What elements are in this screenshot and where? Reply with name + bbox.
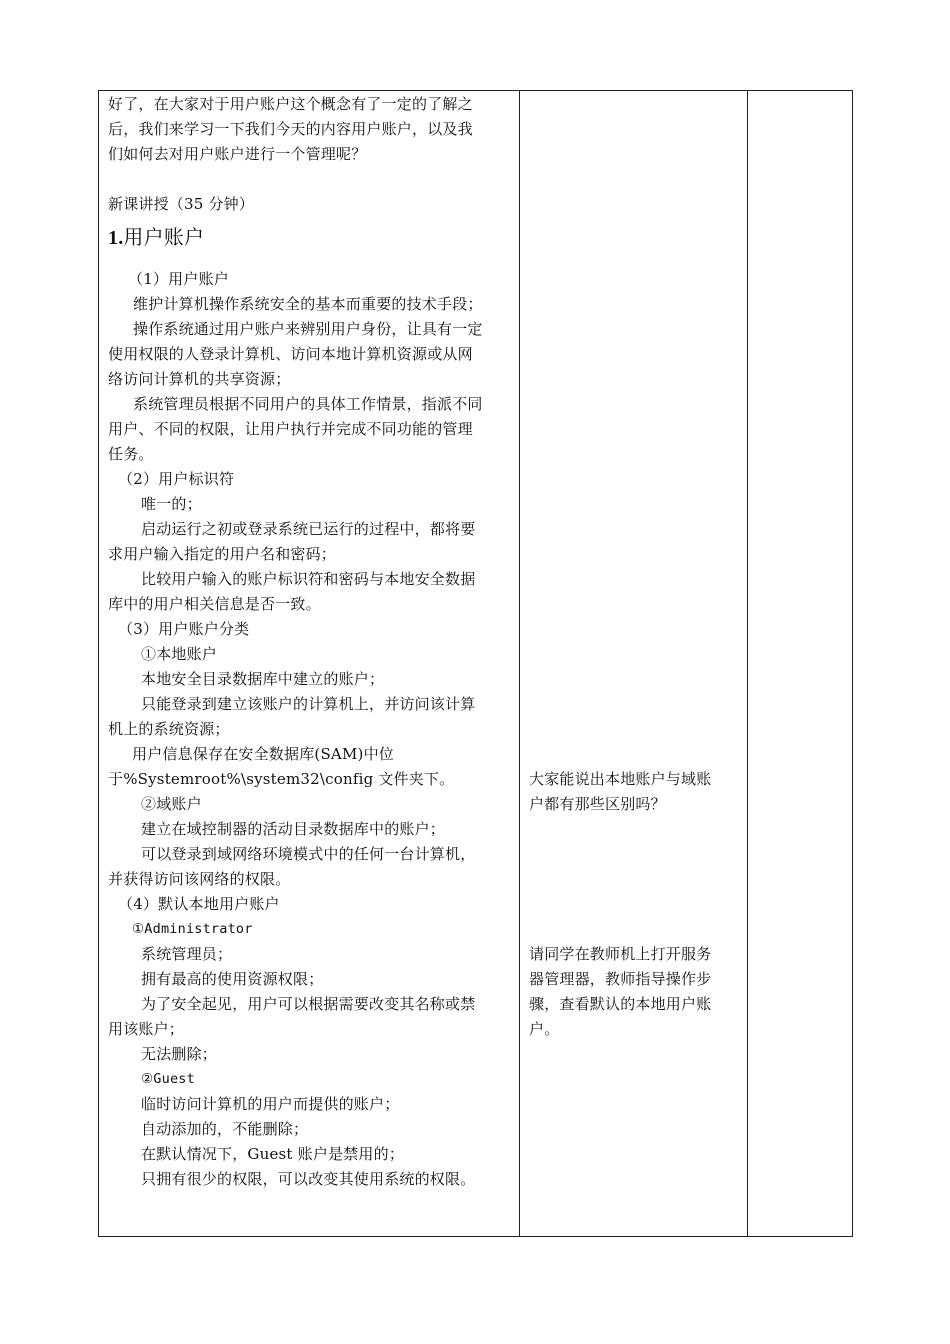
content-line: 可以登录到域网络环境模式中的任何一台计算机，: [141, 845, 476, 863]
content-line: 本地安全目录数据库中建立的账户；: [141, 670, 385, 688]
content-line: 求用户输入指定的用户名和密码；: [108, 545, 337, 563]
content-line: 用户信息保存在安全数据库(SAM)中位: [132, 745, 394, 763]
content-line: 为了安全起见，用户可以根据需要改变其名称或禁: [141, 995, 476, 1013]
item-title: ②域账户: [141, 795, 202, 813]
question-line: 户都有那些区别吗？: [529, 795, 666, 813]
subsection-title: （3）用户账户分类: [118, 620, 250, 638]
column-divider: [747, 91, 748, 1236]
content-line: 操作系统通过用户账户来辨别用户身份，让具有一定: [133, 320, 483, 338]
subsection-title: （2）用户标识符: [118, 470, 235, 488]
content-line: 拥有最高的使用资源权限；: [141, 970, 324, 988]
content-line: 只拥有很少的权限，可以改变其使用系统的权限。: [141, 1170, 476, 1188]
content-line: 库中的用户相关信息是否一致。: [108, 595, 321, 613]
new-lesson-label: 新课讲授（35 分钟）: [108, 195, 255, 213]
intro-line: 们如何去对用户账户进行一个管理呢？: [108, 145, 367, 163]
content-line: 自动添加的，不能删除；: [141, 1120, 309, 1138]
question-line: 大家能说出本地账户与域账: [529, 770, 712, 788]
content-line: 用该账户；: [108, 1020, 185, 1038]
content-line: 系统管理员；: [141, 945, 233, 963]
content-line: 无法删除；: [141, 1045, 218, 1063]
lesson-plan-table: [98, 90, 853, 1237]
content-line: 启动运行之初或登录系统已运行的过程中，都将要: [141, 520, 476, 538]
activity-line: 器管理器，教师指导操作步: [529, 970, 712, 988]
content-line: 系统管理员根据不同用户的具体工作情景，指派不同: [133, 395, 483, 413]
content-line: 络访问计算机的共享资源；: [108, 370, 291, 388]
activity-line: 骤，查看默认的本地用户账: [529, 995, 712, 1013]
content-line: 用户、不同的权限，让用户执行并完成不同功能的管理: [108, 420, 473, 438]
subsection-title: （1）用户账户: [128, 270, 229, 288]
activity-line: 请同学在教师机上打开服务: [529, 945, 712, 963]
content-line: 于%Systemroot%\system32\config 文件夹下。: [108, 770, 455, 788]
content-line: 并获得访问该网络的权限。: [108, 870, 291, 888]
content-line: 机上的系统资源；: [108, 720, 230, 738]
content-line: 比较用户输入的账户标识符和密码与本地安全数据: [141, 570, 476, 588]
content-line: 任务。: [108, 445, 154, 463]
content-line: 在默认情况下，Guest 账户是禁用的；: [141, 1145, 405, 1163]
item-title: ①本地账户: [141, 645, 218, 663]
item-title: ②Guest: [141, 1071, 195, 1087]
subsection-title: （4）默认本地用户账户: [118, 895, 280, 913]
activity-line: 户。: [529, 1020, 560, 1038]
section-heading: 1.用户账户: [108, 225, 205, 249]
column-divider: [519, 91, 520, 1236]
item-title: ①Administrator: [132, 921, 253, 937]
content-line: 唯一的；: [141, 495, 202, 513]
content-line: 只能登录到建立该账户的计算机上，并访问该计算: [141, 695, 476, 713]
content-line: 使用权限的人登录计算机、访问本地计算机资源或从网: [108, 345, 473, 363]
intro-line: 后，我们来学习一下我们今天的内容用户账户，以及我: [108, 120, 473, 138]
content-line: 建立在域控制器的活动目录数据库中的账户；: [141, 820, 446, 838]
content-line: 临时访问计算机的用户而提供的账户；: [141, 1095, 400, 1113]
content-line: 维护计算机操作系统安全的基本而重要的技术手段；: [133, 295, 483, 313]
intro-line: 好了，在大家对于用户账户这个概念有了一定的了解之: [108, 95, 473, 113]
